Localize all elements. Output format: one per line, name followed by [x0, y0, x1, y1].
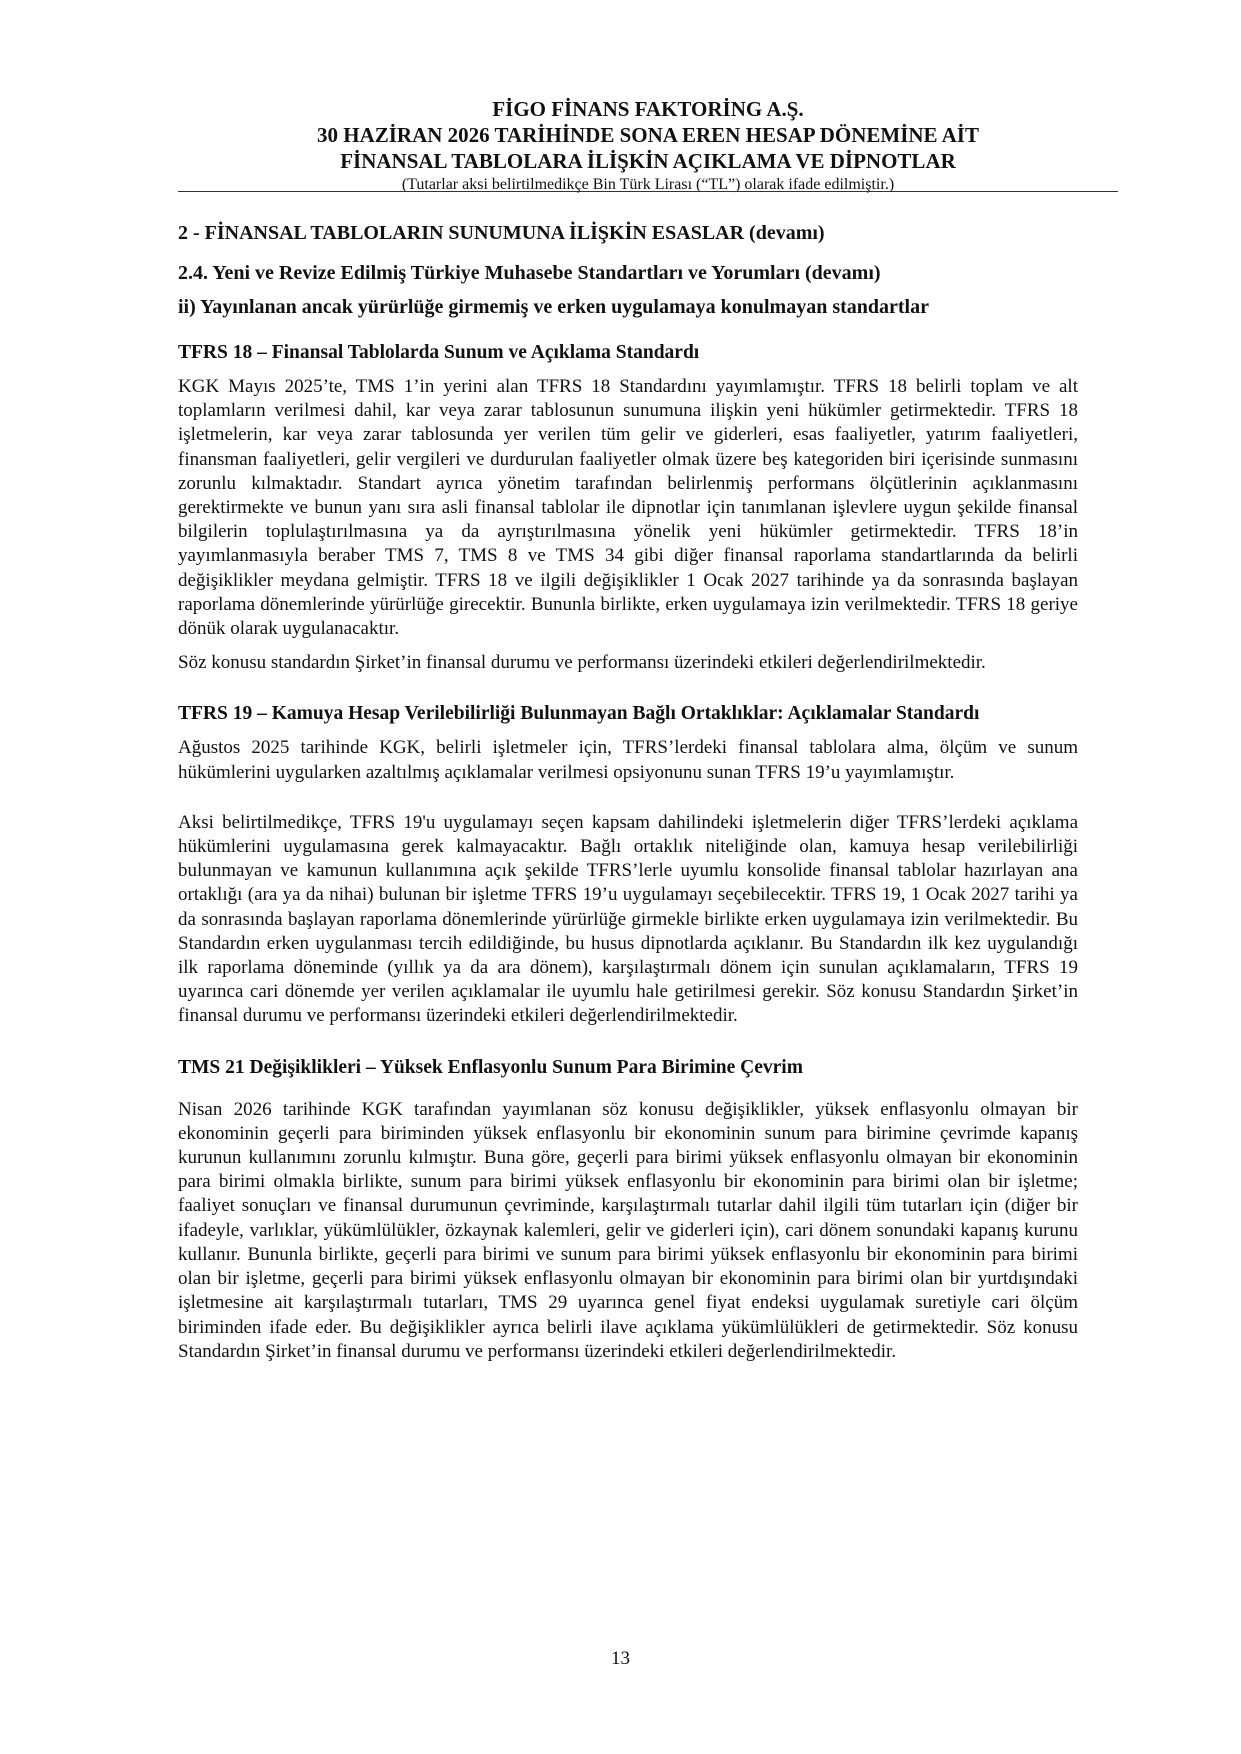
header-divider: [178, 191, 1118, 192]
tfrs19-paragraph-1: Ağustos 2025 tarihinde KGK, belirli işletmeler için, TFRS’lerdeki finansal tablolara alma, ölçüm ve sunum hükümlerini uygularken azaltılmış açıklamalar verilmesi opsiyonunu sunan TFRS 19’u yayımlamıştır.: [178, 737, 1078, 783]
report-period: 30 HAZİRAN 2026 TARİHİNDE SONA EREN HESAP DÖNEMİNE AİT: [316, 123, 979, 147]
document-title: FİNANSAL TABLOLARA İLİŞKİN AÇIKLAMA VE DİPNOTLAR: [340, 149, 956, 173]
tfrs19-title: TFRS 19 – Kamuya Hesap Verilebilirliği Bulunmayan Bağlı Ortaklıklar: Açıklamalar Standardı: [178, 703, 980, 725]
tms21-paragraph-1: Nisan 2026 tarihinde KGK tarafından yayımlanan söz konusu değişiklikler, yüksek enflasyonlu olmayan bir ekonominin geçerli para biriminden yüksek enflasyonlu bir ekonominin sunum para birimine çevrimde kapanış kurunun kullanımını zorunlu kılmıştır. Buna göre, geçerli para birimi yüksek enflasyonlu olmayan bir ekonominin para birimi olmakla birlikte, sunum para birimi yüksek enflasyonlu bir ekonominin para birimi olan bir işletme; faaliyet sonuçları ve finansal durumunun çevriminde, karşılaştırmalı tutarlar dahil ilgili tüm tutarları için (diğer bir ifadeyle, varlıklar, yükümlülükler, özkaynak kalemleri, gelir ve giderleri için), cari dönem sonundaki kapanış kurunu kullanır. Bununla birlikte, geçerli para birimi ve sunum para birimi yüksek enflasyonlu bir ekonominin para birimi olan bir işletme, geçerli para birimi yüksek enflasyonlu olmayan bir ekonominin para birimi olan bir yurtdışındaki işletmesine ait karşılaştırmalı tutarları, TMS 29 uyarınca genel fiyat endeksi uygulamak suretiyle cari ölçüm biriminden ifade eder. Bu değişiklikler ayrıca belirli ilave açıklama yükümlülükleri de getirmektedir. Söz konusu Standardın Şirket’in finansal durumu ve performansı üzerindeki etkileri değerlendirilmektedir.: [178, 1098, 1078, 1362]
page-content: [178, 220, 1078, 1374]
tfrs18-paragraph-2: Söz konusu standardın Şirket’in finansal durumu ve performansı üzerindeki etkileri değerlendirilmektedir.: [178, 652, 986, 674]
page-header: [178, 96, 1118, 196]
company-name: FİGO FİNANS FAKTORİNG A.Ş.: [492, 97, 804, 121]
tms21-title: TMS 21 Değişiklikleri – Yüksek Enflasyonlu Sunum Para Birimine Çevrim: [178, 1056, 803, 1078]
page-number: 13: [611, 1648, 630, 1669]
currency-note: (Tutarlar aksi belirtilmedikçe Bin Türk Lirası (“TL”) olarak ifade edilmiştir.): [401, 176, 895, 193]
section-subtitle: 2.4. Yeni ve Revize Edilmiş Türkiye Muhasebe Standartları ve Yorumları (devamı): [178, 262, 881, 284]
tfrs19-paragraph-2: Aksi belirtilmedikçe, TFRS 19'u uygulamayı seçen kapsam dahilindeki işletmelerin diğer TFRS’lerdeki açıklama hükümlerini uygulamasına gerek kalmayacaktır. Bağlı ortaklık niteliğinde olan, kamuya hesap verilebilirliği bulunmayan ve kamunun kullanımına açık şekilde TFRS’lerle uyumlu konsolide finansal tablolar hazırlayan ana ortaklığı (ara ya da nihai) bulunan bir işletme TFRS 19’u uygulamayı seçebilecektir. TFRS 19, 1 Ocak 2027 tarihi ya da sonrasında başlayan raporlama dönemlerinde yürürlüğe girmekle birlikte erken uygulamaya izin verilmektedir. Bu Standardın erken uygulanması tercih edildiğinde, bu husus dipnotlarda açıklanır. Bu Standardın ilk kez uygulandığı ilk raporlama döneminde (yıllık ya da ara dönem), karşılaştırmalı dönem için sunulan açıklamaların, TFRS 19 uyarınca cari dönemde yer verilen açıklamalar ile uyumlu hale getirilmesi gerekir. Söz konusu Standardın Şirket’in finansal durumu ve performansı üzerindeki etkileri değerlendirilmektedir.: [178, 811, 1078, 1027]
tfrs18-paragraph-1: KGK Mayıs 2025’te, TMS 1’in yerini alan TFRS 18 Standardını yayımlamıştır. TFRS 18 belirli toplam ve alt toplamların verilmesi dahil, kar veya zarar tablosunun sunumuna ilişkin yeni hükümler getirmektedir. TFRS 18 işletmelerin, kar veya zarar tablosunda yer verilen tüm gelir ve giderleri, esas faaliyetler, yatırım faaliyetleri, finansman faaliyetleri, gelir vergileri ve durdurulan faaliyetler olmak üzere beş kategoriden biri içerisinde sunmasını zorunlu kılmaktadır. Standart ayrıca yönetim tarafından belirlenmiş performans ölçütlerinin açıklanmasını gerektirmekte ve bunun yanı sıra asli finansal tablolar ile dipnotlar için tanımlanan işlevlere uygun şekilde finansal bilgilerin toplulaştırılmasına ya da ayrıştırılmasına yönelik yeni hükümler getirmektedir. TFRS 18’in yayımlanmasıyla beraber TMS 7, TMS 8 ve TMS 34 gibi diğer finansal raporlama standartlarında da belirli değişiklikler meydana gelmiştir. TFRS 18 ve ilgili değişiklikler 1 Ocak 2027 tarihinde ya da sonrasında başlayan raporlama dönemlerinde yürürlüğe girecektir. Bununla birlikte, erken uygulamaya izin verilmektedir. TFRS 18 geriye dönük olarak uygulanacaktır.: [178, 376, 1078, 640]
tfrs18-title: TFRS 18 – Finansal Tablolarda Sunum ve Açıklama Standardı: [178, 342, 700, 363]
section-title: 2 - FİNANSAL TABLOLARIN SUNUMUNA İLİŞKİN ESASLAR (devamı): [178, 222, 825, 244]
section-subsubtitle: ii) Yayınlanan ancak yürürlüğe girmemiş ve erken uygulamaya konulmayan standartlar: [178, 296, 929, 318]
